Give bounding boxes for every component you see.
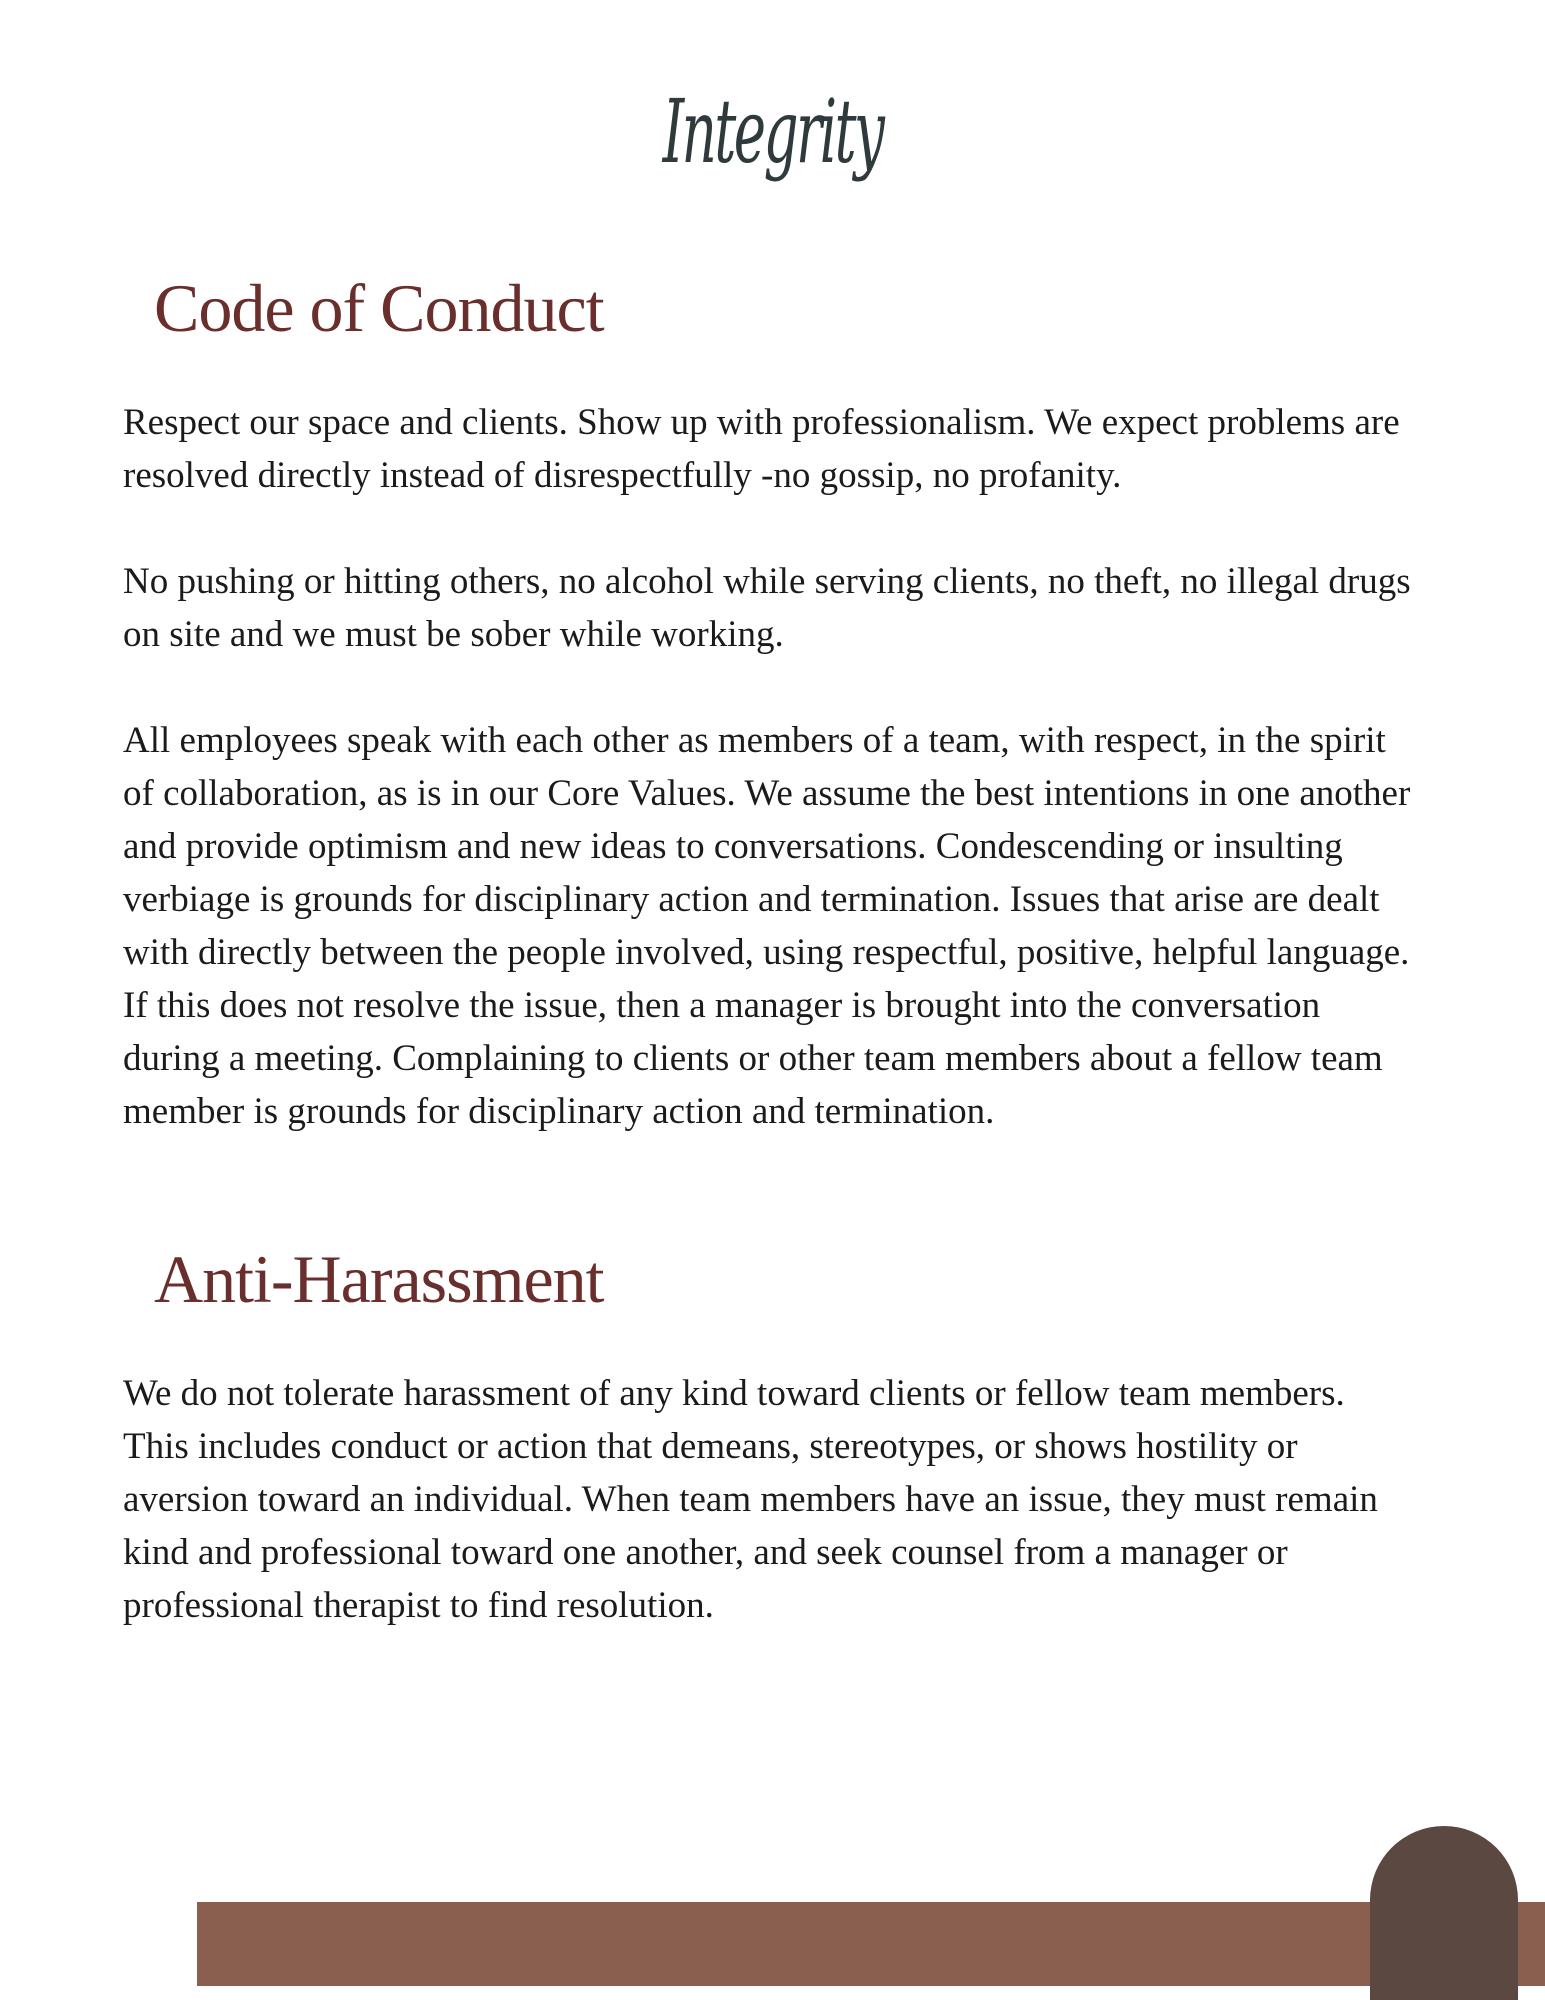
code-of-conduct-paragraph: No pushing or hitting others, no alcohol while serving clients, no theft, no illegal drugs on site and we must be sober while working. <box>123 561 1411 655</box>
footer-decorative-bar <box>197 1902 1545 1986</box>
code-of-conduct-heading: Code of Conduct <box>154 270 604 346</box>
code-of-conduct-paragraph: All employees speak with each other as members of a team, with respect, in the spirit of collaboration, as is in our Core Values. We assume the best intentions in one another and provide optimism and new ideas to conversations. Condescending or insulting verbiage is grounds for disciplinary action and termination. Issues that arise are dealt with directly between the people involved, using respectful, positive, helpful language. If this does not resolve the issue, then a manager is brought into the conversation during a meeting. Complaining to clients or other team members about a fellow team member is grounds for disciplinary action and termination. <box>123 720 1411 1132</box>
anti-harassment-body <box>123 1367 1413 1632</box>
code-of-conduct-body <box>123 396 1413 1138</box>
code-of-conduct-paragraph: Respect our space and clients. Show up with professionalism. We expect problems are resolved directly instead of disrespectfully -no gossip, no profanity. <box>123 402 1400 496</box>
anti-harassment-paragraph: We do not tolerate harassment of any kind toward clients or fellow team members. This includes conduct or action that demeans, stereotypes, or shows hostility or aversion toward an individual. When team members have an issue, they must remain kind and professional toward one another, and seek counsel from a manager or professional therapist to find resolution. <box>123 1373 1378 1626</box>
anti-harassment-heading: Anti-Harassment <box>154 1241 604 1317</box>
footer-decorative-tab <box>1370 1826 1518 2000</box>
page-script-title: Integrity <box>662 80 883 183</box>
